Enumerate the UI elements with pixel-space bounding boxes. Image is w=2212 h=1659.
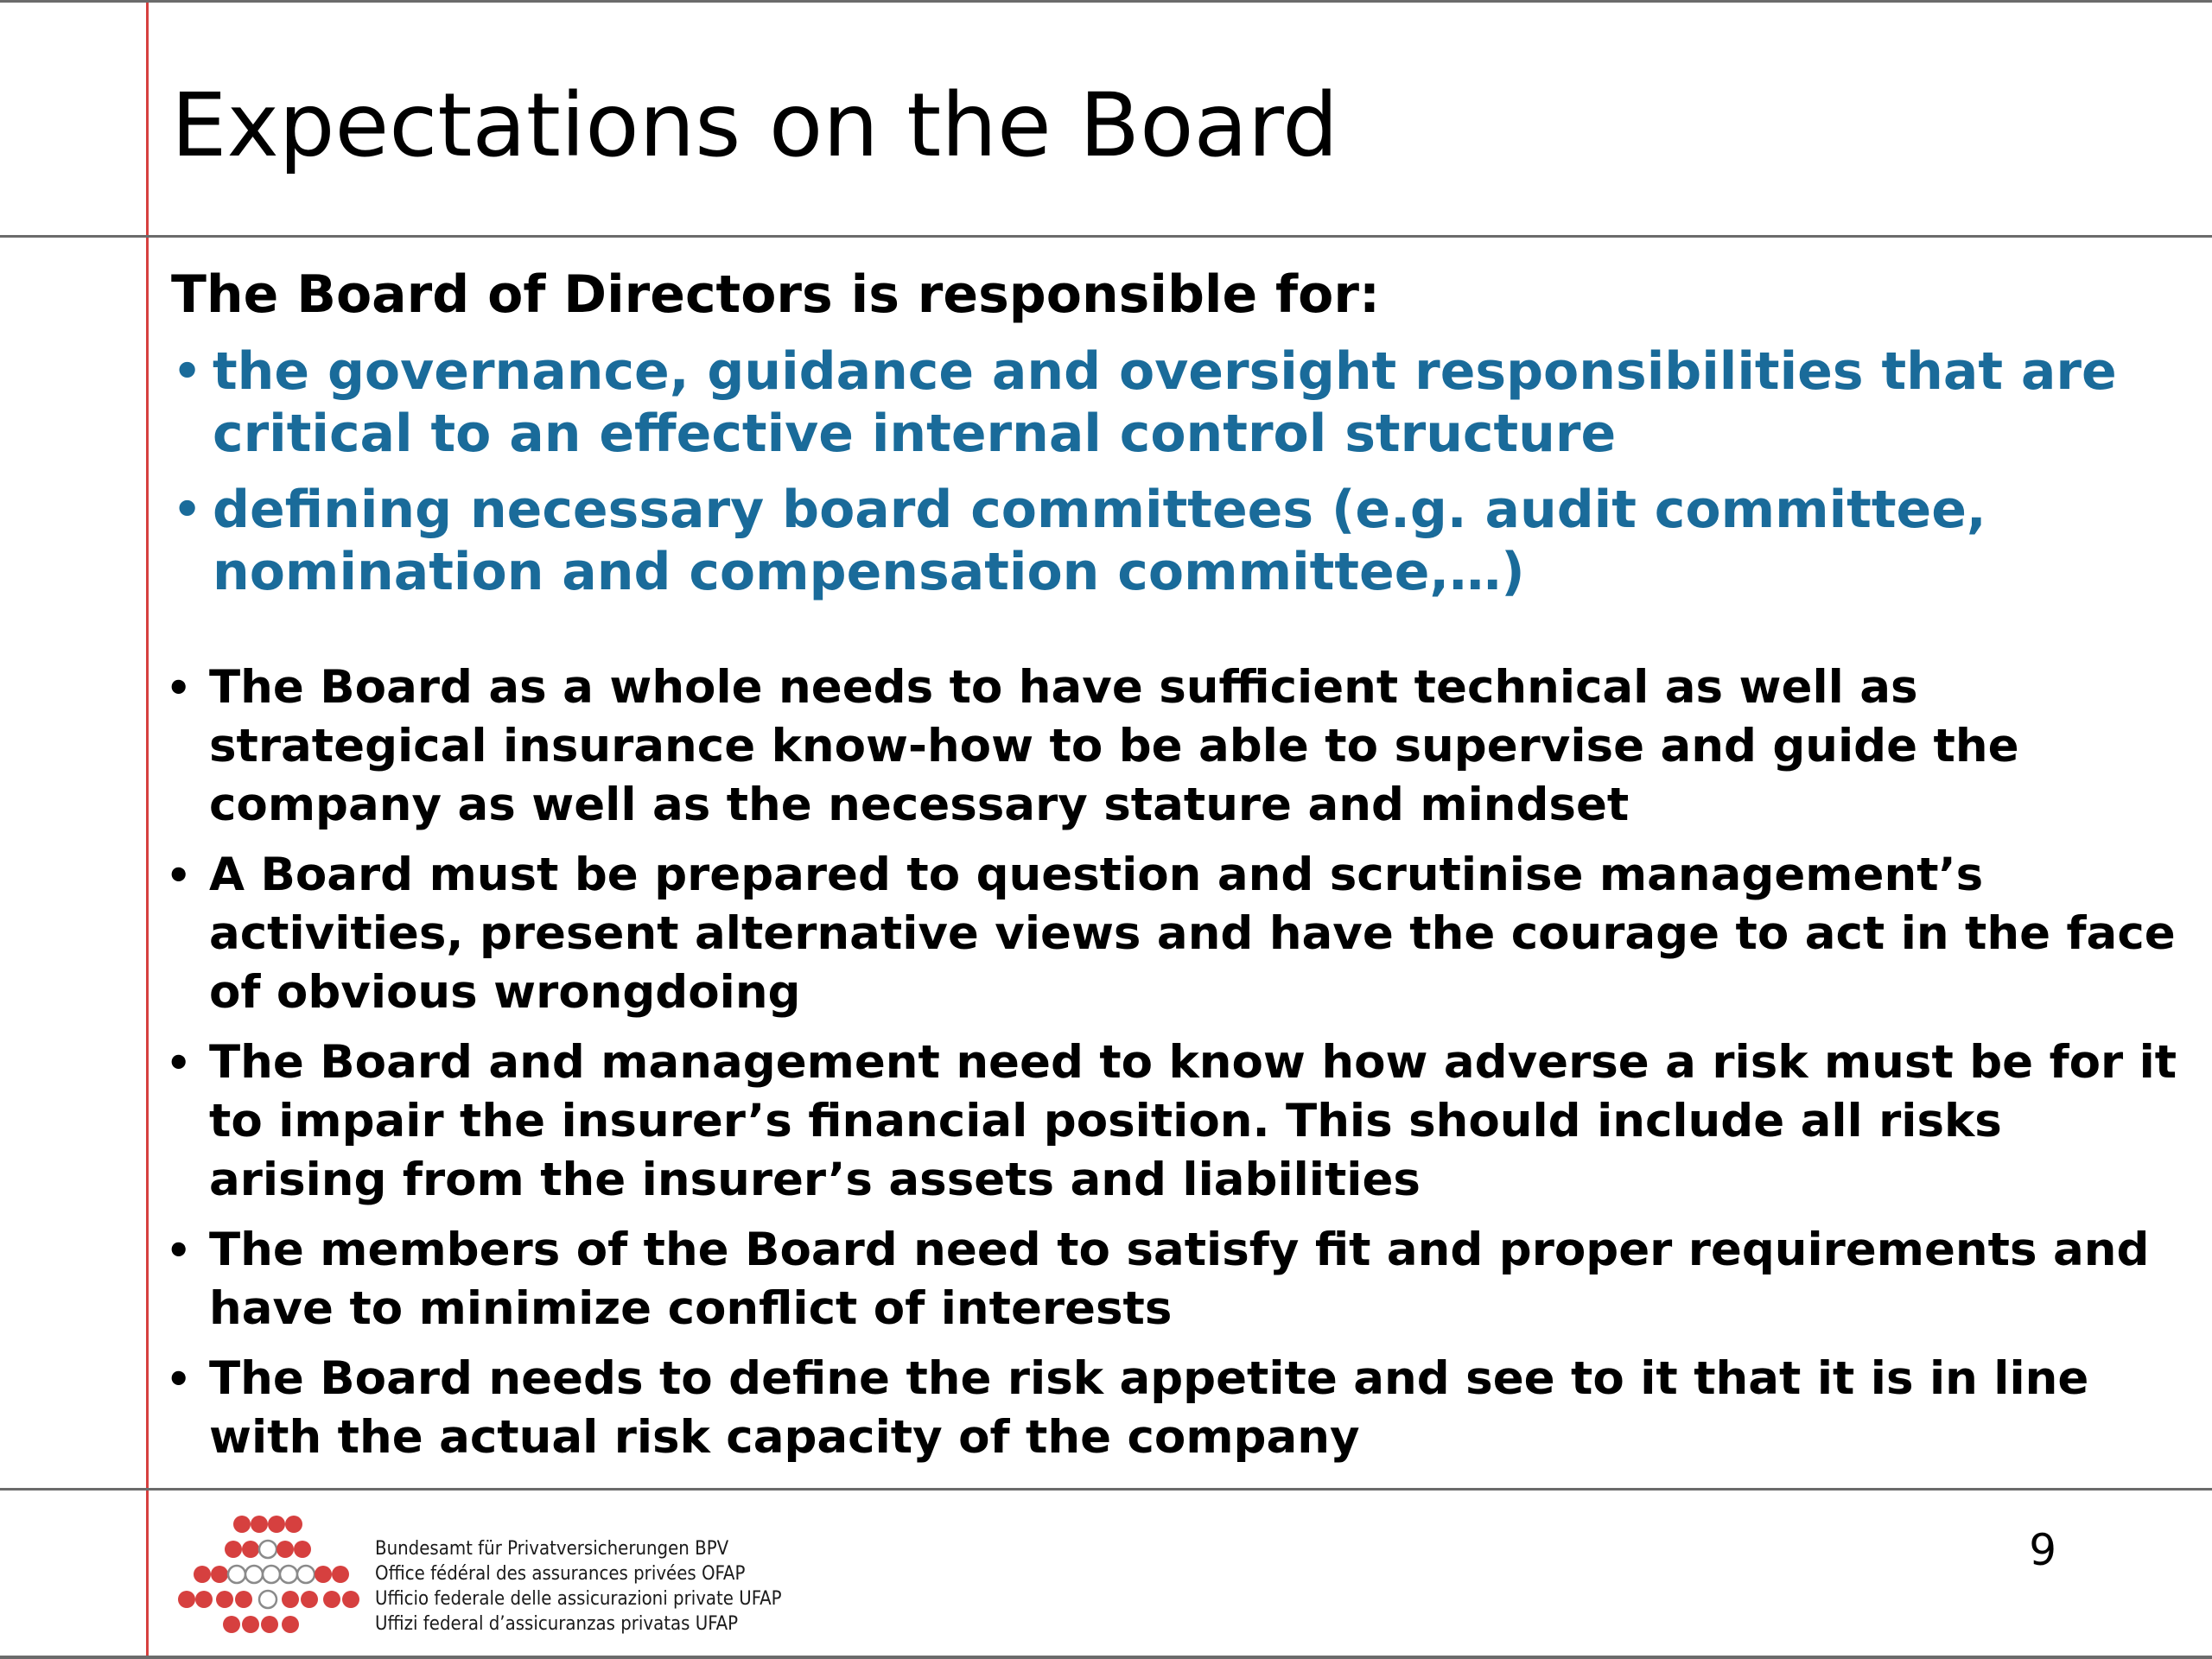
expectation-text: The members of the Board need to satisfy fit and proper requirements and have to minimize conflict of interests	[209, 1224, 2150, 1335]
logo-dot	[251, 1516, 268, 1533]
page-number: 9	[2029, 1525, 2056, 1575]
top-rule	[0, 0, 2212, 3]
org-name-it: Ufficio federale delle assicurazioni private UFAP	[375, 1588, 782, 1610]
expectation-text: The Board as a whole needs to have sufficient technical as well as strategical insurance know-how to be able to supervise and guide the company as well as the necessary stature and mindset	[209, 661, 2019, 831]
logo-dot	[225, 1541, 242, 1558]
logo-dot	[301, 1591, 318, 1608]
logo-dot	[216, 1591, 233, 1608]
bottom-rule	[0, 1656, 2212, 1659]
expectation-item	[162, 1033, 2184, 1210]
responsibility-item	[171, 340, 2158, 465]
responsibility-item	[171, 479, 2158, 603]
logo-dot	[178, 1591, 195, 1608]
bullet-icon: •	[166, 1356, 192, 1402]
bullet-icon: •	[173, 484, 202, 536]
logo-dot	[242, 1541, 259, 1558]
left-accent-rule	[146, 0, 149, 1659]
expectation-item	[162, 1221, 2184, 1338]
expectation-text: The Board and management need to know how adverse a risk must be for it to impair the insurer’s financial position. This should include all risks arising from the insurer’s assets and liabilities	[209, 1036, 2177, 1206]
org-name-de: Bundesamt für Privatversicherungen BPV	[375, 1538, 729, 1560]
logo-dot	[282, 1591, 299, 1608]
footer-separator-rule	[0, 1488, 2212, 1491]
responsibility-text: defining necessary board committees (e.g. audit committee, nomination and compensation committee,…)	[213, 480, 1986, 602]
intro-heading: The Board of Directors is responsible for:	[171, 264, 1380, 325]
expectation-item	[162, 1350, 2184, 1467]
logo-dot	[211, 1566, 228, 1583]
logo-dot	[259, 1591, 276, 1608]
logo-dot	[223, 1616, 240, 1633]
org-name-rm: Uffizi federal d’assicuranzas privatas UFAP	[375, 1613, 739, 1635]
bullet-icon: •	[166, 852, 192, 899]
logo-dot	[261, 1616, 278, 1633]
logo-dot	[280, 1566, 297, 1583]
logo-dot	[285, 1516, 302, 1533]
logo-dot	[195, 1591, 213, 1608]
logo-dot	[276, 1541, 294, 1558]
logo-dot	[323, 1591, 340, 1608]
responsibility-text: the governance, guidance and oversight responsibilities that are critical to an effective internal control structure	[213, 341, 2117, 464]
bullet-icon: •	[166, 1227, 192, 1274]
logo-dot	[259, 1541, 276, 1558]
logo-dot	[263, 1566, 280, 1583]
logo-dot	[194, 1566, 211, 1583]
logo-dot	[297, 1566, 315, 1583]
logo-dot	[242, 1616, 259, 1633]
slide-title: Expectations on the Board	[171, 74, 1338, 177]
expectation-item	[162, 846, 2184, 1022]
expectations-list	[162, 658, 2184, 1478]
bullet-icon: •	[173, 346, 202, 397]
logo-dot	[228, 1566, 245, 1583]
bullet-icon: •	[166, 1039, 192, 1086]
expectation-text: A Board must be prepared to question and scrutinise management’s activities, present alternative views and have the courage to act in the face of obvious wrongdoing	[209, 849, 2176, 1019]
logo-dot	[268, 1516, 285, 1533]
logo-dot	[233, 1516, 251, 1533]
federal-logo-icon	[169, 1514, 359, 1635]
responsibilities-list	[171, 340, 2158, 617]
bullet-icon: •	[166, 664, 192, 711]
expectation-text: The Board needs to define the risk appetite and see to it that it is in line with the actual risk capacity of the company	[209, 1352, 2089, 1464]
logo-dot	[342, 1591, 359, 1608]
expectation-item	[162, 658, 2184, 835]
logo-dot	[294, 1541, 311, 1558]
footer-organization-names	[375, 1536, 782, 1637]
logo-dot	[315, 1566, 332, 1583]
title-separator-rule	[0, 235, 2212, 238]
logo-dot	[282, 1616, 299, 1633]
logo-dot	[245, 1566, 263, 1583]
logo-dot	[332, 1566, 349, 1583]
logo-dot	[235, 1591, 252, 1608]
org-name-fr: Office fédéral des assurances privées OFAP	[375, 1563, 746, 1585]
